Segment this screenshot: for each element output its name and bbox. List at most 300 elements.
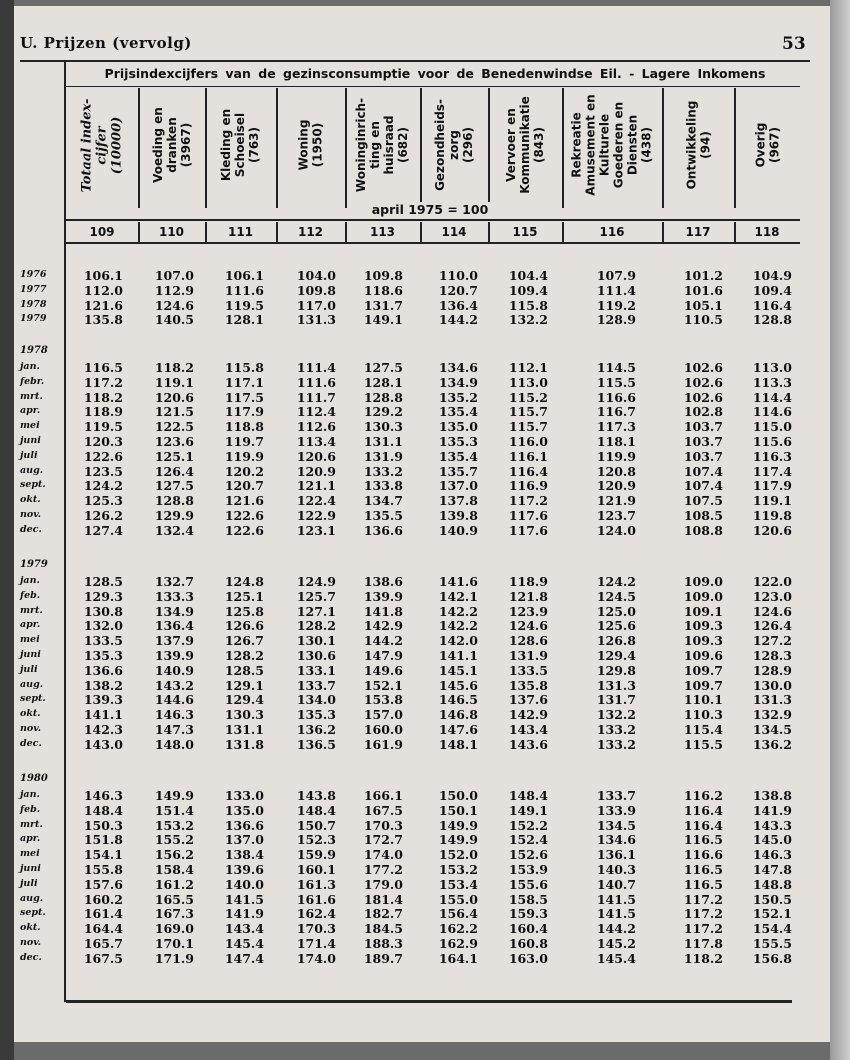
- table-cell: 101.2: [683, 268, 723, 283]
- table-cell: 109.1: [683, 603, 723, 619]
- table-cell: 138.6: [363, 574, 403, 589]
- table-cell: 150.3: [83, 817, 123, 833]
- table-cell: 135.7: [438, 463, 478, 479]
- table-cell: 111.4: [296, 360, 336, 375]
- row-label: nov.: [20, 723, 42, 734]
- table-cell: 128.6: [508, 633, 548, 649]
- table-cell: 148.1: [438, 736, 478, 752]
- table-cell: 127.4: [83, 522, 123, 538]
- table-cell: 134.6: [438, 360, 478, 375]
- column-header: [276, 84, 345, 206]
- table-cell: 116.6: [596, 389, 636, 405]
- table-cell: 109.4: [752, 282, 792, 298]
- table-cell: 131.8: [224, 736, 264, 752]
- table-cell: 113.3: [752, 374, 792, 390]
- table-cell: 109.3: [683, 633, 723, 649]
- table-cell: 120.8: [596, 463, 636, 479]
- base-rule: [66, 219, 800, 221]
- table-cell: 152.1: [752, 906, 792, 922]
- table-cell: 104.9: [752, 268, 792, 283]
- table-cell: 154.1: [83, 847, 123, 863]
- column-header: [345, 84, 420, 206]
- row-label: nov.: [20, 509, 42, 520]
- table-cell: 169.0: [154, 921, 194, 937]
- row-label: aug.: [20, 678, 44, 690]
- table-cell: 125.0: [596, 603, 636, 619]
- table-cell: 157.6: [83, 876, 123, 892]
- table-cell: 146.3: [83, 788, 123, 803]
- table-cell: 116.4: [683, 817, 723, 833]
- row-label: jan.: [20, 789, 40, 800]
- row-label: 1978: [20, 298, 47, 310]
- table-cell: 150.5: [752, 891, 792, 907]
- table-cell: 149.9: [154, 788, 194, 803]
- table-cell: 136.2: [752, 736, 792, 752]
- table-cell: 124.6: [508, 618, 548, 634]
- table-cell: 124.5: [596, 588, 636, 604]
- table-cell: 153.2: [438, 862, 478, 877]
- section-title: U. Prijzen (vervolg): [20, 34, 192, 52]
- table-cell: 135.0: [438, 419, 478, 435]
- row-label: okt.: [20, 494, 41, 506]
- table-cell: 123.5: [83, 463, 123, 479]
- table-cell: 112.0: [83, 282, 123, 298]
- table-cell: 141.5: [224, 891, 264, 907]
- table-cell: 131.9: [363, 448, 403, 464]
- table-cell: 141.5: [596, 891, 636, 907]
- table-cell: 115.6: [752, 434, 792, 449]
- table-cell: 155.8: [83, 862, 123, 877]
- code-rule: [66, 242, 800, 244]
- table-cell: 146.3: [154, 707, 194, 723]
- table-cell: 122.9: [296, 508, 336, 523]
- table-cell: 114.6: [752, 404, 792, 420]
- table-cell: 126.4: [154, 463, 194, 479]
- table-cell: 116.1: [508, 448, 548, 464]
- table-cell: 121.6: [224, 493, 264, 509]
- table-cell: 130.1: [296, 633, 336, 649]
- table-cell: 145.6: [438, 677, 478, 693]
- table-cell: 117.0: [296, 297, 336, 313]
- table-cell: 128.9: [752, 662, 792, 678]
- table-cell: 110.1: [683, 692, 723, 708]
- table-cell: 117.9: [224, 404, 264, 420]
- table-cell: 144.2: [363, 633, 403, 649]
- table-cell: 156.2: [154, 847, 194, 863]
- table-cell: 117.3: [596, 419, 636, 435]
- table-cell: 179.0: [363, 876, 403, 892]
- table-cell: 130.3: [363, 419, 403, 435]
- table-cell: 128.3: [752, 648, 792, 663]
- table-cell: 117.2: [683, 921, 723, 937]
- table-cell: 116.4: [752, 297, 792, 313]
- row-label: sept.: [20, 907, 46, 919]
- table-cell: 134.6: [596, 832, 636, 848]
- table-cell: 127.5: [363, 360, 403, 375]
- table-cell: 131.3: [596, 677, 636, 693]
- table-cell: 135.3: [296, 707, 336, 723]
- table-cell: 150.0: [438, 788, 478, 803]
- table-cell: 137.0: [224, 832, 264, 848]
- table-cell: 116.9: [508, 478, 548, 494]
- table-cell: 141.1: [83, 707, 123, 723]
- table-cell: 140.3: [596, 862, 636, 877]
- table-cell: 123.7: [596, 508, 636, 523]
- table-cell: 134.9: [154, 603, 194, 619]
- table-cell: 152.6: [508, 847, 548, 863]
- table-cell: 118.9: [83, 404, 123, 420]
- table-cell: 153.8: [363, 692, 403, 708]
- table-cell: 174.0: [363, 847, 403, 863]
- column-header: [662, 84, 734, 206]
- table-cell: 142.2: [438, 603, 478, 619]
- table-cell: 120.9: [296, 463, 336, 479]
- table-cell: 107.4: [683, 463, 723, 479]
- table-cell: 117.6: [508, 508, 548, 523]
- table-cell: 121.6: [83, 297, 123, 313]
- table-cell: 117.2: [508, 493, 548, 509]
- table-cell: 138.4: [224, 847, 264, 863]
- table-cell: 109.3: [683, 618, 723, 634]
- table-cell: 153.4: [438, 876, 478, 892]
- table-cell: 121.5: [154, 404, 194, 420]
- table-cell: 122.6: [83, 448, 123, 464]
- table-cell: 136.4: [438, 297, 478, 313]
- row-label: mei: [20, 848, 40, 860]
- table-cell: 121.8: [508, 588, 548, 604]
- table-cell: 157.0: [363, 707, 403, 723]
- table-cell: 133.2: [363, 463, 403, 479]
- table-cell: 129.2: [363, 404, 403, 420]
- row-label: 1976: [20, 269, 47, 280]
- table-cell: 152.2: [508, 817, 548, 833]
- table-cell: 172.7: [363, 832, 403, 848]
- table-cell: 141.9: [224, 906, 264, 922]
- table-cell: 116.0: [508, 434, 548, 449]
- table-cell: 103.7: [683, 419, 723, 435]
- table-cell: 112.9: [154, 282, 194, 298]
- table-cell: 125.8: [224, 603, 264, 619]
- table-cell: 128.1: [363, 374, 403, 390]
- table-cell: 136.6: [224, 817, 264, 833]
- table-cell: 117.9: [752, 478, 792, 494]
- table-cell: 129.1: [224, 677, 264, 693]
- column-code: 118: [754, 225, 780, 239]
- row-label: okt.: [20, 922, 41, 934]
- table-cell: 117.2: [83, 374, 123, 390]
- row-label: dec.: [20, 737, 42, 749]
- table-cell: 132.9: [752, 707, 792, 723]
- table-cell: 167.5: [363, 802, 403, 818]
- table-cell: 102.6: [683, 374, 723, 390]
- table-cell: 141.9: [752, 802, 792, 818]
- table-cell: 133.5: [508, 662, 548, 678]
- table-cell: 136.5: [296, 736, 336, 752]
- table-cell: 110.3: [683, 707, 723, 723]
- table-cell: 117.6: [508, 522, 548, 538]
- table-cell: 162.9: [438, 936, 478, 951]
- table-cell: 158.4: [154, 862, 194, 877]
- table-cell: 128.8: [154, 493, 194, 509]
- table-cell: 143.0: [83, 736, 123, 752]
- table-cell: 133.3: [154, 588, 194, 604]
- table-cell: 134.5: [596, 817, 636, 833]
- table-cell: 142.0: [438, 633, 478, 649]
- table-cell: 139.8: [438, 508, 478, 523]
- table-cell: 160.8: [508, 936, 548, 951]
- table-cell: 147.9: [363, 648, 403, 663]
- table-cell: 130.8: [83, 603, 123, 619]
- row-label: dec.: [20, 951, 42, 963]
- table-cell: 110.5: [683, 312, 723, 328]
- table-cell: 129.8: [596, 662, 636, 678]
- table-cell: 124.2: [83, 478, 123, 494]
- column-header: [734, 84, 800, 206]
- table-cell: 116.5: [83, 360, 123, 375]
- table-cell: 120.9: [596, 478, 636, 494]
- table-cell: 137.9: [154, 633, 194, 649]
- table-cell: 116.4: [683, 802, 723, 818]
- table-cell: 117.2: [683, 906, 723, 922]
- table-cell: 119.8: [752, 508, 792, 523]
- table-cell: 115.5: [596, 374, 636, 390]
- row-label: aug.: [20, 892, 44, 904]
- column-code: 114: [441, 225, 467, 239]
- group-heading: 1978: [20, 345, 48, 356]
- table-cell: 148.0: [154, 736, 194, 752]
- table-cell: 128.2: [296, 618, 336, 634]
- table-cell: 117.1: [224, 374, 264, 390]
- group-heading: 1979: [20, 559, 48, 570]
- table-cell: 108.5: [683, 508, 723, 523]
- table-cell: 167.3: [154, 906, 194, 922]
- table-cell: 152.3: [296, 832, 336, 848]
- table-cell: 124.2: [596, 574, 636, 589]
- table-cell: 128.2: [224, 648, 264, 663]
- column-header-label: Voeding en dranken (3967): [150, 107, 193, 183]
- table-cell: 109.6: [683, 648, 723, 663]
- table-cell: 129.3: [83, 588, 123, 604]
- table-cell: 117.5: [224, 389, 264, 405]
- table-cell: 142.9: [508, 707, 548, 723]
- page-edge: [830, 0, 850, 1060]
- table-cell: 164.4: [83, 921, 123, 937]
- table-cell: 146.8: [438, 707, 478, 723]
- table-cell: 120.6: [154, 389, 194, 405]
- table-cell: 142.1: [438, 588, 478, 604]
- table-cell: 145.4: [224, 936, 264, 951]
- table-cell: 132.2: [596, 707, 636, 723]
- table-cell: 150.7: [296, 817, 336, 833]
- table-cell: 119.9: [596, 448, 636, 464]
- table-cell: 145.2: [596, 936, 636, 951]
- table-cell: 121.1: [296, 478, 336, 494]
- table-cell: 118.6: [363, 282, 403, 298]
- table-cell: 104.0: [296, 268, 336, 283]
- table-cell: 165.7: [83, 936, 123, 951]
- column-header: [488, 84, 562, 206]
- table-cell: 131.9: [508, 648, 548, 663]
- table-cell: 138.2: [83, 677, 123, 693]
- table-cell: 125.7: [296, 588, 336, 604]
- table-cell: 149.1: [363, 312, 403, 328]
- table-cell: 133.1: [296, 662, 336, 678]
- table-cell: 125.6: [596, 618, 636, 634]
- table-cell: 133.8: [363, 478, 403, 494]
- table-cell: 135.0: [224, 802, 264, 818]
- table-cell: 109.8: [296, 282, 336, 298]
- table-cell: 153.9: [508, 862, 548, 877]
- table-cell: 143.3: [752, 817, 792, 833]
- table-cell: 137.6: [508, 692, 548, 708]
- table-cell: 126.8: [596, 633, 636, 649]
- row-label: apr.: [20, 405, 41, 417]
- table-cell: 128.9: [596, 312, 636, 328]
- table-cell: 146.3: [752, 847, 792, 863]
- table-cell: 131.7: [596, 692, 636, 708]
- table-cell: 124.6: [752, 603, 792, 619]
- table-cell: 113.0: [752, 360, 792, 375]
- table-cell: 134.9: [438, 374, 478, 390]
- table-cell: 171.4: [296, 936, 336, 951]
- table-cell: 117.4: [752, 463, 792, 479]
- table-cell: 161.4: [83, 906, 123, 922]
- row-label: juni: [20, 649, 41, 660]
- table-cell: 166.1: [363, 788, 403, 803]
- table-cell: 141.6: [438, 574, 478, 589]
- table-cell: 118.2: [83, 389, 123, 405]
- table-cell: 131.3: [296, 312, 336, 328]
- table-cell: 140.9: [438, 522, 478, 538]
- page-number: 53: [782, 34, 806, 54]
- table-cell: 139.9: [154, 648, 194, 663]
- table-cell: 165.5: [154, 891, 194, 907]
- table-cell: 134.0: [296, 692, 336, 708]
- table-cell: 131.1: [224, 722, 264, 737]
- column-header-label: Ontwikkeling (94): [684, 100, 713, 190]
- table-cell: 109.8: [363, 268, 403, 283]
- table-cell: 105.1: [683, 297, 723, 313]
- base-period-label: april 1975 = 100: [360, 202, 500, 217]
- table-cell: 122.5: [154, 419, 194, 435]
- table-cell: 154.4: [752, 921, 792, 937]
- table-cell: 115.5: [683, 736, 723, 752]
- column-code: 110: [158, 225, 185, 239]
- table-cell: 127.1: [296, 603, 336, 619]
- table-cell: 109.0: [683, 588, 723, 604]
- table-cell: 174.0: [296, 950, 336, 966]
- table-cell: 119.5: [83, 419, 123, 435]
- table-cell: 142.3: [83, 722, 123, 737]
- column-header: [205, 84, 276, 206]
- group-heading: 1980: [20, 773, 48, 784]
- row-label: juli: [20, 449, 38, 461]
- row-label: mrt.: [20, 390, 43, 402]
- table-cell: 122.4: [296, 493, 336, 509]
- table-cell: 148.8: [752, 876, 792, 892]
- table-cell: 137.0: [438, 478, 478, 494]
- table-cell: 135.4: [438, 448, 478, 464]
- table-cell: 181.4: [363, 891, 403, 907]
- table-cell: 171.9: [154, 950, 194, 966]
- table-cell: 128.8: [363, 389, 403, 405]
- table-cell: 148.4: [296, 802, 336, 818]
- table-cell: 107.0: [154, 268, 194, 283]
- table-cell: 115.0: [752, 419, 792, 435]
- table-cell: 123.0: [752, 588, 792, 604]
- table-cell: 184.5: [363, 921, 403, 937]
- table-cell: 143.2: [154, 677, 194, 693]
- table-cell: 119.1: [154, 374, 194, 390]
- table-cell: 143.4: [224, 921, 264, 937]
- table-cell: 134.5: [752, 722, 792, 737]
- table-cell: 147.6: [438, 722, 478, 737]
- table-cell: 160.2: [83, 891, 123, 907]
- table-cell: 119.5: [224, 297, 264, 313]
- column-header-label: Overig (967): [752, 122, 781, 168]
- table-cell: 116.5: [683, 832, 723, 848]
- table-cell: 133.9: [596, 802, 636, 818]
- table-cell: 103.7: [683, 434, 723, 449]
- column-header: [562, 84, 662, 206]
- table-cell: 135.3: [83, 648, 123, 663]
- table-cell: 125.1: [154, 448, 194, 464]
- table-cell: 145.0: [752, 832, 792, 848]
- table-cell: 152.1: [363, 677, 403, 693]
- table-cell: 189.7: [363, 950, 403, 966]
- row-label: jan.: [20, 361, 40, 372]
- table-cell: 115.4: [683, 722, 723, 737]
- table-cell: 107.4: [683, 478, 723, 494]
- table-cell: 115.8: [508, 297, 548, 313]
- table-cell: 132.0: [83, 618, 123, 634]
- table-cell: 133.2: [596, 722, 636, 737]
- table-cell: 110.0: [438, 268, 478, 283]
- table-cell: 143.6: [508, 736, 548, 752]
- table-cell: 147.3: [154, 722, 194, 737]
- table-cell: 128.1: [224, 312, 264, 328]
- table-cell: 128.5: [83, 574, 123, 589]
- table-cell: 116.6: [683, 847, 723, 863]
- table-cell: 116.5: [683, 876, 723, 892]
- table-cell: 128.8: [752, 312, 792, 328]
- table-cell: 149.9: [438, 832, 478, 848]
- table-cell: 120.3: [83, 434, 123, 449]
- table-cell: 116.4: [508, 463, 548, 479]
- table-cell: 124.8: [224, 574, 264, 589]
- table-cell: 155.2: [154, 832, 194, 848]
- table-cell: 122.6: [224, 522, 264, 538]
- table-cell: 142.2: [438, 618, 478, 634]
- column-header-label: Woninginrich- ting en huisraad (682): [354, 97, 411, 193]
- table-cell: 124.0: [596, 522, 636, 538]
- table-cell: 119.7: [224, 434, 264, 449]
- table-cell: 122.6: [224, 508, 264, 523]
- table-cell: 119.1: [752, 493, 792, 509]
- table-cell: 109.7: [683, 677, 723, 693]
- row-label: juli: [20, 877, 38, 889]
- table-cell: 109.7: [683, 662, 723, 678]
- table-cell: 160.0: [363, 722, 403, 737]
- table-cell: 141.5: [596, 906, 636, 922]
- table-cell: 137.8: [438, 493, 478, 509]
- table-cell: 151.4: [154, 802, 194, 818]
- table-cell: 109.4: [508, 282, 548, 298]
- table-cell: 130.0: [752, 677, 792, 693]
- table-cell: 160.1: [296, 862, 336, 877]
- table-cell: 135.5: [363, 508, 403, 523]
- column-header: [66, 84, 138, 206]
